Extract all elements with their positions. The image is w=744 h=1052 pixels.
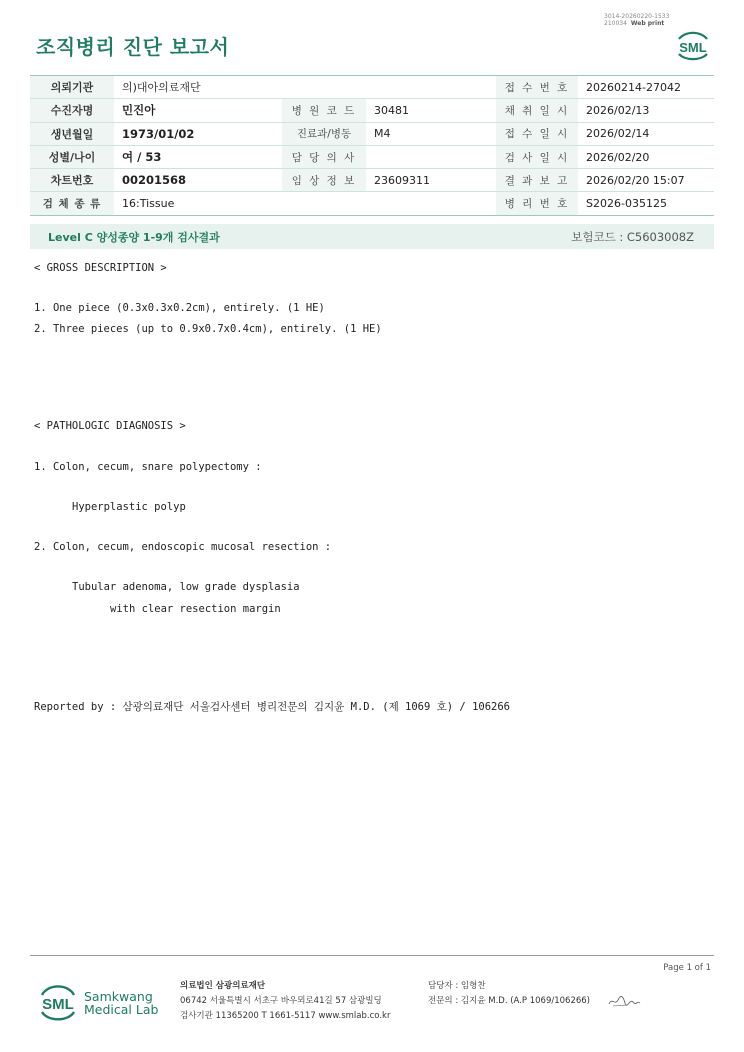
- document-code: [604, 13, 669, 27]
- specialist-label: 전문의 :: [428, 996, 459, 1006]
- value-hospital-code: 30481: [366, 99, 496, 122]
- value-received-date: 2026/02/14: [578, 122, 714, 145]
- signature-icon: [607, 993, 641, 1009]
- value-collection-date: 2026/02/13: [578, 99, 714, 122]
- insurance-code: 보험코드 : C5603008Z: [571, 229, 694, 244]
- footer-logo-text: SML: [42, 996, 74, 1013]
- label-collection-date: 채 취 일 시: [496, 99, 578, 122]
- label-pathology-no: 병 리 번 호: [496, 192, 578, 215]
- value-report-date: 2026/02/20 15:07: [578, 169, 714, 192]
- label-specimen-type: 검 체 종 류: [30, 192, 114, 215]
- pathologic-diagnosis-header: < PATHOLOGIC DIAGNOSIS >: [34, 420, 186, 432]
- label-test-date: 검 사 일 시: [496, 145, 578, 168]
- table-row: [30, 169, 714, 192]
- value-test-date: 2026/02/20: [578, 145, 714, 168]
- label-birthdate: 생년월일: [30, 122, 114, 145]
- logo-text: SML: [679, 40, 707, 55]
- value-specimen-type: 16:Tissue: [114, 192, 496, 215]
- label-institution: 의뢰기관: [30, 76, 114, 99]
- footer-organization: [180, 979, 390, 1024]
- page-number: Page 1 of 1: [663, 963, 711, 973]
- staff-name: 임형찬: [460, 981, 486, 991]
- web-print-label: Web print: [630, 20, 665, 27]
- samkwang-logo-icon: [36, 980, 80, 1026]
- table-row: [30, 192, 714, 215]
- table-row: [30, 99, 714, 122]
- specialist-name: 김지윤 M.D. (A.P 1069/106266): [460, 996, 590, 1006]
- staff-label: 담당자 :: [428, 981, 459, 991]
- value-pathology-no: S2026-035125: [578, 192, 714, 215]
- brand-line-2: Medical Lab: [84, 1002, 159, 1017]
- label-patient-name: 수진자명: [30, 99, 114, 122]
- value-physician: [366, 145, 496, 168]
- value-chart-no: 00201568: [114, 169, 282, 192]
- document-code-line1: 3014-20260220-1533: [604, 13, 670, 20]
- label-report-date: 결 과 보 고: [496, 169, 578, 192]
- footer-address: 06742 서울특별시 서초구 바우뫼로41길 57 삼광빌딩: [180, 996, 382, 1006]
- document-code-line2: 210034: [604, 20, 627, 27]
- test-level-label: Level C 양성종양 1-9개 검사결과: [48, 230, 220, 244]
- diagnosis-item-2-margin: with clear resection margin: [110, 603, 281, 615]
- value-birthdate: 1973/01/02: [114, 122, 282, 145]
- reported-by: Reported by : 삼광의료재단 서울검사센터 병리전문의 김지윤 M.D. (제 1069 호) / 106266: [34, 701, 511, 713]
- diagnosis-item-2: 2. Colon, cecum, endoscopic mucosal resection :: [34, 541, 332, 553]
- diagnosis-item-1-result: Hyperplastic polyp: [72, 501, 186, 513]
- table-row: [30, 145, 714, 168]
- label-sex-age: 성별/나이: [30, 145, 114, 168]
- brand-name: [84, 990, 158, 1016]
- label-received-date: 접 수 일 시: [496, 122, 578, 145]
- value-patient-name: 민진아: [114, 99, 282, 122]
- footer-divider: [30, 955, 714, 956]
- report-title: 조직병리 진단 보고서: [36, 35, 230, 59]
- value-department: M4: [366, 122, 496, 145]
- patient-info-table: [30, 75, 714, 216]
- label-chart-no: 차트번호: [30, 169, 114, 192]
- diagnosis-item-1: 1. Colon, cecum, snare polypectomy :: [34, 461, 262, 473]
- table-row: [30, 122, 714, 145]
- footer-contact: 검사기관 11365200 T 1661-5117 www.smlab.co.kr: [180, 1011, 391, 1021]
- value-institution: 의)대아의료재단: [114, 76, 496, 99]
- gross-description-header: < GROSS DESCRIPTION >: [34, 262, 167, 274]
- value-sex-age: 여 / 53: [114, 145, 282, 168]
- brand-line-1: Samkwang: [84, 989, 153, 1004]
- diagnosis-item-2-result: Tubular adenoma, low grade dysplasia: [72, 581, 300, 593]
- value-clinical-info: 23609311: [366, 169, 496, 192]
- label-clinical-info: 임 상 정 보: [282, 169, 366, 192]
- footer-staff: [428, 979, 590, 1009]
- table-row: [30, 76, 714, 99]
- footer-org-name: 의료법인 삼광의료재단: [180, 981, 266, 991]
- value-accession-no: 20260214-27042: [578, 76, 714, 99]
- label-accession-no: 접 수 번 호: [496, 76, 578, 99]
- sml-logo-icon: [673, 27, 713, 63]
- label-physician: 담 당 의 사: [282, 145, 366, 168]
- test-level-banner: [30, 224, 714, 249]
- gross-line-1: 1. One piece (0.3x0.3x0.2cm), entirely. (1 HE): [34, 302, 325, 314]
- gross-line-2: 2. Three pieces (up to 0.9x0.7x0.4cm), entirely. (1 HE): [34, 323, 382, 335]
- label-department: 진료과/병동: [282, 122, 366, 145]
- label-hospital-code: 병 원 코 드: [282, 99, 366, 122]
